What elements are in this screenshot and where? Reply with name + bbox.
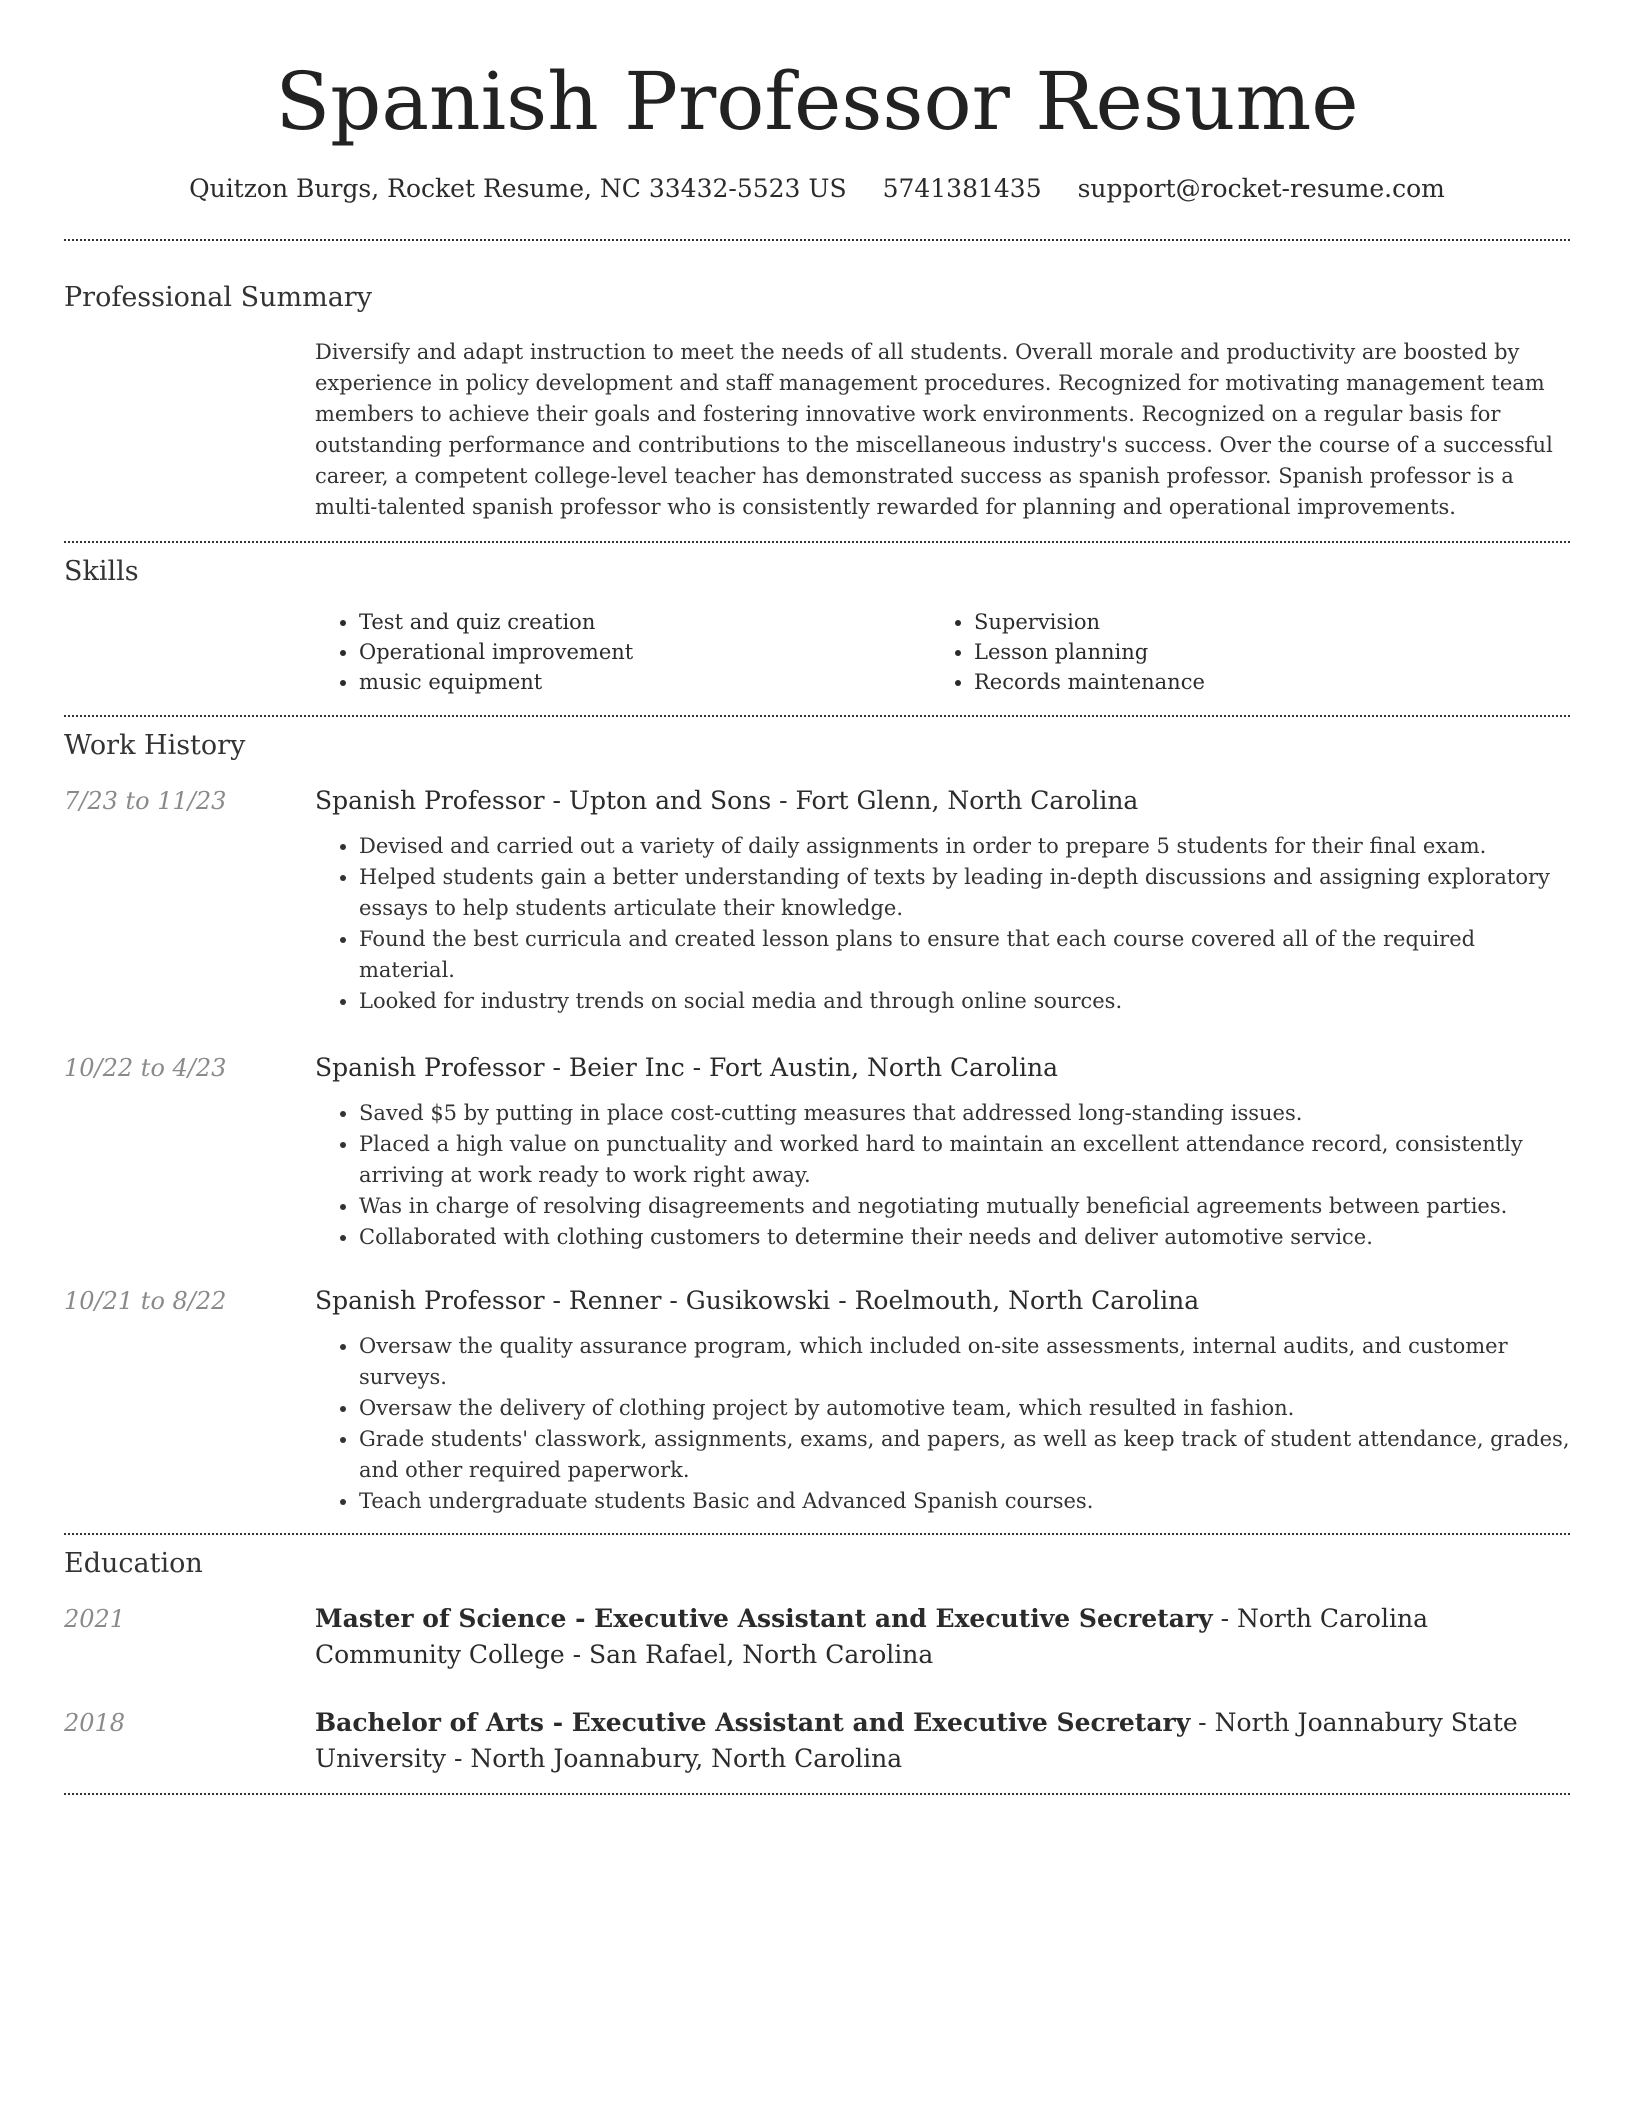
skill-item: • Lesson planning: [974, 637, 1545, 667]
contact-email[interactable]: support@rocket-resume.com: [1077, 174, 1445, 203]
education-entry: [64, 1601, 1570, 1673]
education-date: 2021: [64, 1605, 126, 1633]
work-bullet: • Teach undergraduate students Basic and Advanced Spanish courses.: [359, 1486, 1570, 1517]
work-date: 10/21 to 8/22: [64, 1287, 227, 1315]
work-bullet: • Was in charge of resolving disagreements and negotiating mutually beneficial agreements between parties.: [359, 1191, 1570, 1222]
contact-address: Quitzon Burgs, Rocket Resume, NC 33432-5523 US: [189, 174, 847, 203]
divider: [64, 239, 1570, 241]
education-heading: [315, 1705, 1570, 1777]
education-degree: Bachelor of Arts - Executive Assistant and Executive Secretary: [315, 1708, 1191, 1737]
education-heading: [315, 1601, 1570, 1673]
work-entry: [64, 1050, 1570, 1253]
work-heading: Spanish Professor - Upton and Sons - Fort Glenn, North Carolina: [315, 786, 1139, 815]
work-heading: Spanish Professor - Beier Inc - Fort Austin, North Carolina: [315, 1053, 1059, 1082]
work-body: [315, 1050, 1570, 1253]
work-bullet: • Placed a high value on punctuality and worked hard to maintain an excellent attendance record, consistently arriving at work ready to work right away.: [359, 1129, 1570, 1191]
education-date: 2018: [64, 1709, 126, 1737]
divider: [64, 1533, 1570, 1535]
work-bullet: • Oversaw the quality assurance program, which included on-site assessments, internal audits, and customer surveys.: [359, 1331, 1570, 1393]
work-bullet: • Helped students gain a better understanding of texts by leading in-depth discussions and assigning exploratory essays to help students articulate their knowledge.: [359, 862, 1570, 924]
divider: [64, 541, 1570, 543]
work-bullets: [315, 1098, 1570, 1253]
work-body: [315, 1283, 1570, 1517]
education-body: [315, 1601, 1570, 1673]
section-title-education: Education: [64, 1548, 203, 1579]
section-title-summary: Professional Summary: [64, 282, 372, 313]
work-heading: Spanish Professor - Renner - Gusikowski - Roelmouth, North Carolina: [315, 1286, 1200, 1315]
skill-item: • Test and quiz creation: [359, 607, 930, 637]
education-school: - North Carolina Community College - San Rafael, North Carolina: [315, 1604, 1428, 1669]
education-school: - North Joannabury State University - North Joannabury, North Carolina: [315, 1708, 1518, 1773]
divider: [64, 715, 1570, 717]
work-date: 10/22 to 4/23: [64, 1054, 227, 1082]
skills-column-right: [930, 607, 1545, 697]
skill-item: • Records maintenance: [974, 667, 1545, 697]
contact-line: [64, 174, 1570, 203]
education-degree: Master of Science - Executive Assistant and Executive Secretary: [315, 1604, 1213, 1633]
divider: [64, 1793, 1570, 1795]
education-body: [315, 1705, 1570, 1777]
resume-title: Spanish Professor Resume: [275, 55, 1359, 148]
work-bullet: • Oversaw the delivery of clothing project by automotive team, which resulted in fashion.: [359, 1393, 1570, 1424]
work-bullet: • Grade students' classwork, assignments, exams, and papers, as well as keep track of student attendance, grades, and other required paperwork.: [359, 1424, 1570, 1486]
skills-list: [315, 607, 1570, 697]
work-entry: [64, 783, 1570, 1017]
work-date: 7/23 to 11/23: [64, 787, 227, 815]
resume-page: [64, 0, 1570, 1795]
skill-item: • Operational improvement: [359, 637, 930, 667]
skill-item: • Supervision: [974, 607, 1545, 637]
section-title-work: Work History: [64, 730, 246, 761]
contact-phone: 5741381435: [882, 174, 1042, 203]
work-bullet: • Collaborated with clothing customers to determine their needs and deliver automotive service.: [359, 1222, 1570, 1253]
summary-text: Diversify and adapt instruction to meet the needs of all students. Overall morale and productivity are boosted by experience in policy development and staff management procedures. Recognized for motivating management team members to achieve their goals and fostering innovative work environments. Recognized on a regular basis for outstanding performance and contributions to the miscellaneous industry's success. Over the course of a successful career, a competent college-level teacher has demonstrated success as spanish professor. Spanish professor is a multi-talented spanish professor who is consistently rewarded for planning and operational improvements.: [315, 340, 1553, 519]
work-body: [315, 783, 1570, 1017]
section-title-skills: Skills: [64, 556, 139, 587]
work-bullet: • Saved $5 by putting in place cost-cutting measures that addressed long-standing issues.: [359, 1098, 1570, 1129]
work-bullet: • Looked for industry trends on social media and through online sources.: [359, 986, 1570, 1017]
work-bullets: [315, 1331, 1570, 1517]
work-bullet: • Found the best curricula and created lesson plans to ensure that each course covered all of the required material.: [359, 924, 1570, 986]
skills-column-left: [315, 607, 930, 697]
work-bullet: • Devised and carried out a variety of daily assignments in order to prepare 5 students for their final exam.: [359, 831, 1570, 862]
skill-item: • music equipment: [359, 667, 930, 697]
work-bullets: [315, 831, 1570, 1017]
education-entry: [64, 1705, 1570, 1777]
work-entry: [64, 1283, 1570, 1517]
